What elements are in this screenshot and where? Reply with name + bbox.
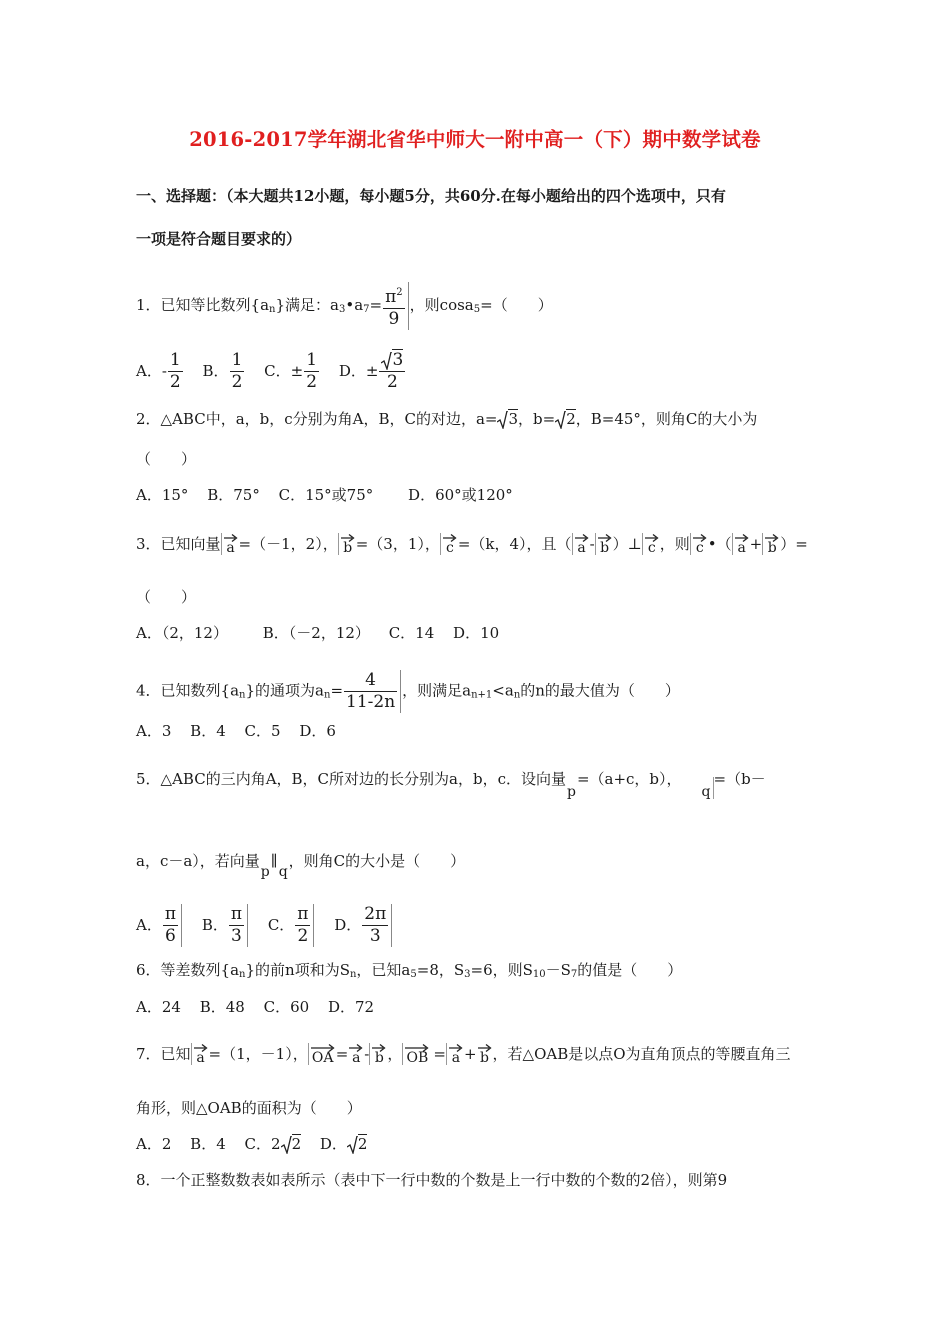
q5-option-b-den: 3 — [231, 926, 242, 946]
q7-options — [136, 1133, 820, 1155]
q3-options — [136, 622, 820, 644]
q7-vector-a3-label: a — [451, 1050, 461, 1066]
q1-sub-5: 5 — [473, 304, 481, 315]
q7-vector-oa — [308, 1043, 336, 1065]
q3-vector-c3 — [690, 533, 708, 555]
q7-vector-ob-label: OB — [406, 1050, 429, 1066]
q4-option-d: D．6 — [299, 722, 336, 740]
q6-text-pre: 6．等差数列{a — [136, 961, 240, 979]
q7-option-c-root — [281, 1136, 292, 1154]
question-7 — [136, 1043, 820, 1065]
q4-lt: <a — [492, 681, 514, 700]
q5-option-d-num: 2π — [364, 904, 387, 924]
q5-vector-q — [700, 777, 714, 799]
q1-sub-7: 7 — [363, 304, 370, 315]
q5-option-a-num: π — [164, 904, 177, 924]
q7-minus: - — [364, 1045, 370, 1063]
q1-frac-num: π — [385, 287, 397, 307]
q1-option-b — [202, 350, 246, 392]
q2-option-b: B．75° — [207, 486, 260, 504]
q4-sub-n: n — [239, 689, 246, 701]
q3-option-a: A．（2，12） — [136, 624, 228, 642]
q1-option-b-num: 1 — [231, 350, 243, 370]
q6-text-mid4: =6，则S — [470, 961, 533, 979]
q7-vector-a-label: a — [196, 1050, 205, 1066]
q6-option-a: A．24 — [136, 998, 181, 1016]
q5-vector-q2-label: q — [278, 864, 288, 880]
q3-blank: （ ） — [136, 588, 197, 606]
q5-options — [136, 904, 820, 947]
q1-option-c-num: 1 — [306, 350, 318, 370]
q3-vector-a-label: a — [226, 540, 235, 556]
q1-option-d-num — [379, 350, 405, 372]
q6-text-mid3: =8，S — [416, 961, 465, 979]
q3-text-p5: ，则 — [659, 535, 690, 553]
q1-option-d-frac — [379, 350, 405, 393]
q1-option-b-label: B． — [202, 361, 229, 380]
q7-eq1: = — [335, 1045, 349, 1063]
q5-vector-p — [566, 777, 577, 799]
q3-plus: + — [749, 535, 763, 553]
q7-vector-a2-label: a — [352, 1050, 361, 1066]
q1-fraction — [383, 282, 409, 330]
q7-vector-b — [369, 1043, 387, 1065]
q1-option-a — [136, 350, 184, 392]
q3-vector-a — [221, 533, 239, 555]
q1-sub-n: n — [269, 304, 276, 315]
q5-option-b — [201, 904, 249, 946]
q5-vector-p2-label: p — [260, 864, 270, 880]
q5-option-b-frac — [229, 904, 248, 947]
q7-vector-a — [191, 1043, 209, 1065]
q7-option-c — [245, 1135, 302, 1153]
q1-sub-3: 3 — [338, 304, 346, 315]
q3-vector-b-label: b — [343, 540, 353, 556]
q1-text-tail: =（ ） — [480, 296, 553, 314]
q7-vector-b2 — [477, 1043, 493, 1065]
q7-option-d-label: D． — [319, 1135, 347, 1153]
q7-option-c-label: C．2 — [244, 1135, 281, 1153]
q3-option-d: D．10 — [453, 624, 500, 642]
q5-text-pre: 5．△ABC的三内角A，B，C所对边的长分别为a，b，c．设向量 — [136, 770, 566, 788]
q1-option-a-den: 2 — [169, 372, 181, 392]
q5-line2 — [136, 850, 820, 879]
q3-text-p1: =（－1，2）， — [238, 535, 338, 553]
q1-option-d-label: D．± — [338, 361, 379, 380]
q5-vector-q2 — [278, 857, 289, 879]
q5-vector-q-label: q — [701, 784, 711, 800]
q7-option-d — [320, 1135, 368, 1153]
q7-option-d-root — [347, 1136, 358, 1154]
q3-text-pre: 3．已知向量 — [136, 535, 221, 553]
q1-frac-den: 9 — [388, 309, 400, 329]
question-3 — [136, 533, 820, 555]
q6-option-c: C．60 — [263, 998, 310, 1016]
q2-option-c: C．15°或75° — [278, 486, 374, 504]
q4-text-post: ，则满足a — [402, 681, 472, 700]
q5-option-a-label: A． — [136, 915, 162, 934]
q5-option-a-den: 6 — [165, 926, 176, 946]
q3-vector-c3-label: c — [695, 540, 704, 556]
q4-fraction — [344, 670, 401, 713]
question-1 — [136, 282, 820, 330]
question-4 — [136, 670, 820, 713]
q5-option-a — [136, 904, 183, 946]
q1-option-d-radicand: 3 — [392, 350, 404, 370]
q3-text-p6: ）= — [780, 535, 808, 553]
q5-option-d-den: 3 — [369, 926, 381, 946]
q7-text-pre: 7．已知 — [136, 1045, 191, 1063]
q1-option-c-label: C．± — [264, 361, 304, 380]
q7-option-d-radicand: 2 — [357, 1135, 368, 1153]
q3-vector-c-label: c — [445, 540, 454, 556]
q6-option-b: B．48 — [199, 998, 245, 1016]
q7-eq2: = — [433, 1045, 446, 1063]
q3-vector-b — [338, 533, 356, 555]
q7-option-c-radicand: 2 — [291, 1135, 302, 1153]
q3-vector-b2 — [595, 533, 613, 555]
q3-option-c: C．14 — [388, 624, 435, 642]
section-header-line1: 一、选择题：（本大题共12小题，每小题5分，共60分.在每小题给出的四个选项中，只有 — [136, 187, 726, 205]
q1-option-a-sign: - — [161, 361, 167, 380]
q7-text-p1: =（1，－1）， — [208, 1045, 308, 1063]
q7-vector-oa-label: OA — [311, 1050, 334, 1066]
q7-comma: ， — [387, 1045, 403, 1063]
q6-text-mid5: －S — [545, 961, 571, 979]
q5-text-p1: =（a+c，b）， — [576, 770, 682, 788]
q5-option-c-den: 2 — [297, 926, 309, 946]
q6-text-tail: 的值是（ ） — [577, 961, 683, 979]
q6-sub-n: n — [239, 969, 246, 980]
q3-minus: - — [589, 535, 595, 553]
q7-option-a: A．2 — [136, 1135, 172, 1153]
q1-text-post: ，则cosa — [409, 296, 474, 314]
q1-option-c-frac — [304, 350, 319, 393]
q2-blank: （ ） — [136, 450, 197, 468]
q4-option-b: B．4 — [190, 722, 226, 740]
q3-text-p3: =（k，4），且（ — [457, 535, 572, 553]
q2-text-pre: 2．△ABC中，a，b，c分别为角A，B，C的对边，a= — [136, 410, 498, 428]
q3-bullet: •（ — [707, 535, 732, 553]
q3-option-b: B．（－2，12） — [262, 624, 370, 642]
page-title: 2016-2017学年湖北省华中师大一附中高一（下）期中数学试卷 — [189, 128, 761, 151]
q6-option-d: D．72 — [327, 998, 375, 1016]
q5-line2-post: ，则角C的大小是（ ） — [288, 852, 466, 870]
q6-options — [136, 996, 820, 1018]
q2-option-d: D．60°或120° — [408, 486, 513, 504]
q6-text-mid2: ，已知a — [356, 961, 411, 979]
q3-text-p4: ）⊥ — [612, 535, 642, 553]
q4-eq: = — [330, 681, 344, 700]
q5-vector-p-label: p — [566, 784, 576, 800]
q5-option-c — [267, 904, 316, 946]
q1-options — [136, 350, 820, 393]
q1-frac-sup: 2 — [396, 287, 403, 298]
q5-option-c-frac — [295, 904, 314, 947]
q6-sub-n2: n — [349, 969, 357, 980]
q3-vector-b3 — [762, 533, 780, 555]
q2-root-b-symbol — [555, 411, 566, 429]
q3-vector-c — [440, 533, 458, 555]
q1-option-a-frac — [168, 350, 183, 393]
q3-vector-a2-label: a — [577, 540, 586, 556]
question-2 — [136, 408, 820, 430]
q4-options — [136, 720, 820, 742]
q5-parallel: ∥ — [270, 852, 278, 870]
q5-option-b-num: π — [230, 904, 243, 924]
q3-vector-c2-label: c — [647, 540, 656, 556]
q1-text-dot: •a — [345, 296, 364, 314]
q5-option-c-num: π — [297, 904, 309, 924]
q7-option-b: B．4 — [190, 1135, 226, 1153]
q5-text-p2: =（b－ — [713, 770, 766, 788]
q3-vector-a3-label: a — [737, 540, 746, 556]
q1-option-a-label: A． — [136, 361, 162, 380]
q1-option-d-den: 2 — [386, 372, 398, 392]
q2-text-mid2: ，B=45°，则角C的大小为 — [575, 410, 758, 428]
q7-text-p2: ，若△OAB是以点O为直角顶点的等腰直角三 — [492, 1045, 791, 1063]
q5-option-d-frac — [362, 904, 392, 947]
q1-option-b-frac — [230, 350, 245, 393]
q2-option-a: A．15° — [136, 486, 189, 504]
q3-vector-a2 — [572, 533, 590, 555]
question-8: 8．一个正整数数表如表所示（表中下一行中数的个数是上一行中数的个数的2倍），则第9 — [136, 1171, 728, 1189]
q4-option-c: C．5 — [244, 722, 281, 740]
q5-option-d-label: D． — [334, 915, 362, 934]
q7-vector-a3 — [446, 1043, 464, 1065]
q6-sub-5: 5 — [410, 969, 417, 980]
q4-text-tail: 的n的最大值为（ ） — [520, 681, 680, 700]
q7-vector-b2-label: b — [480, 1050, 490, 1066]
q3-vector-a3 — [732, 533, 750, 555]
q7-vector-a2 — [348, 1043, 364, 1065]
q5-vector-p2 — [260, 857, 271, 879]
q3-text-p2: =（3，1）， — [355, 535, 440, 553]
q1-option-b-den: 2 — [231, 372, 243, 392]
q5-option-c-label: C． — [267, 915, 295, 934]
q1-text-mid: }满足：a — [275, 296, 339, 314]
q1-option-c-den: 2 — [306, 372, 318, 392]
q4-text-mid: }的通项为a — [245, 681, 324, 700]
q4-option-a: A．3 — [136, 722, 172, 740]
q5-line2-pre: a，c－a），若向量 — [136, 852, 260, 870]
q6-sub-3: 3 — [464, 969, 471, 980]
q4-text-pre: 4．已知数列{a — [136, 681, 240, 700]
q4-frac-num: 4 — [344, 670, 397, 692]
question-5 — [136, 768, 820, 799]
q6-sub-10: 10 — [532, 969, 546, 980]
q2-root-a-value: 3 — [508, 410, 519, 428]
section-header-line2: 一项是符合题目要求的） — [136, 230, 302, 248]
q2-options — [136, 484, 820, 506]
q4-frac-den: 11-2n — [346, 692, 396, 712]
q6-sub-7: 7 — [570, 969, 578, 980]
q4-sub-n1: n+1 — [471, 689, 493, 701]
q2-root-a-symbol — [497, 411, 508, 429]
q2-root-b-value: 2 — [566, 410, 576, 428]
q1-text-pre: 1．已知等比数列{a — [136, 296, 270, 314]
q7-line2: 角形，则△OAB的面积为（ ） — [136, 1099, 362, 1117]
question-6 — [136, 959, 820, 986]
q6-text-mid: }的前n项和为S — [245, 961, 350, 979]
q1-option-a-num: 1 — [169, 350, 181, 370]
q3-vector-b2-label: b — [600, 540, 610, 556]
q1-option-c — [264, 350, 320, 392]
q5-option-b-label: B． — [201, 915, 228, 934]
q7-vector-b-label: b — [374, 1050, 384, 1066]
q1-option-d-root — [381, 352, 392, 370]
q7-plus: + — [463, 1045, 477, 1063]
q3-vector-b3-label: b — [767, 540, 777, 556]
q1-option-d — [338, 350, 406, 392]
q5-option-a-frac — [163, 904, 182, 947]
q4-sub-n3: n — [513, 689, 521, 701]
q3-vector-c2 — [642, 533, 660, 555]
q7-vector-ob — [402, 1043, 430, 1065]
q1-text-eq: = — [369, 296, 383, 314]
q4-sub-n2: n — [323, 689, 331, 701]
q2-text-mid1: ，b= — [518, 410, 556, 428]
